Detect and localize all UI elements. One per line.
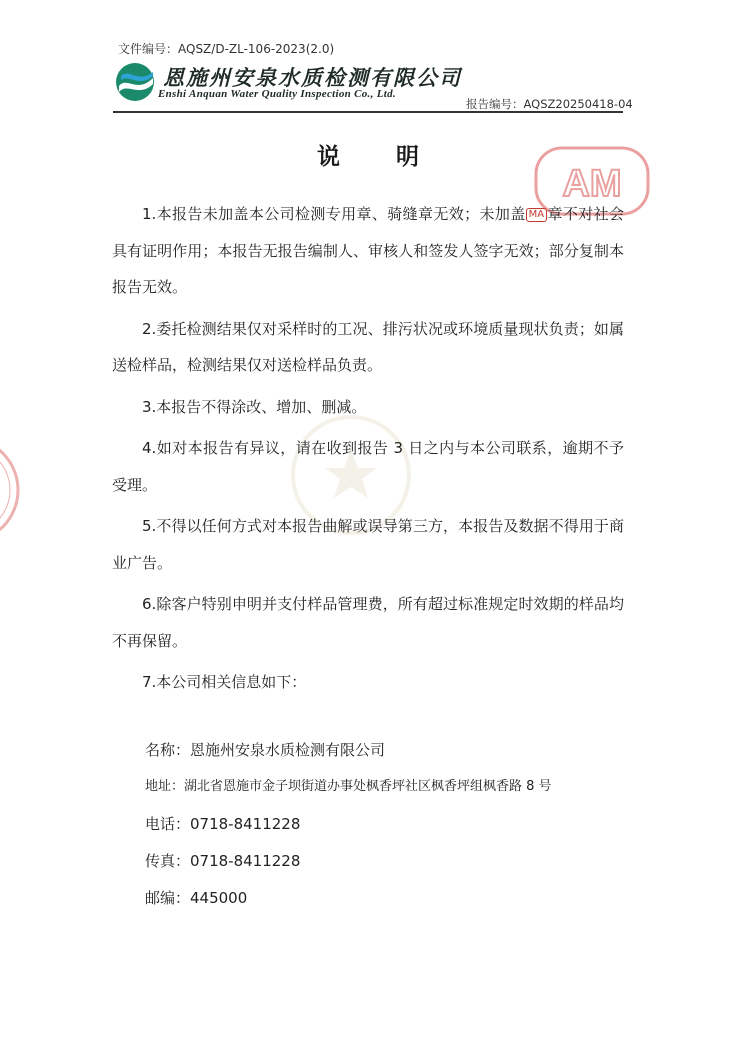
info-address: 地址：湖北省恩施市金子坝街道办事处枫香坪社区枫香坪组枫香路 8 号 (145, 779, 552, 794)
info-postcode: 邮编：445000 (145, 889, 248, 907)
company-name-cn: 恩施州安泉水质检测有限公司 (163, 66, 462, 90)
am-stamp-text: AM (562, 163, 622, 205)
page-title: 说 明 (316, 144, 443, 170)
notes-body (112, 196, 624, 706)
note-7: 7.本公司相关信息如下： (142, 673, 307, 691)
note-2: 2.委托检测结果仅对采样时的工况、排污状况或环境质量现状负责；如属送检样品，检测结果仅对送检样品负责。 (112, 319, 624, 374)
note-1 (112, 196, 624, 306)
company-logo-icon (113, 60, 161, 104)
note-3: 3.本报告不得涂改、增加、删减。 (142, 397, 367, 416)
company-name-en: Enshi Anquan Water Quality Inspection Co., Ltd. (158, 88, 396, 100)
note-1-text-b: 章不对社会具有证明作用；本报告无报告编制人、审核人和签发人签字无效；部分复制本报告无效。 (112, 205, 624, 296)
note-4: 4.如对本报告有异议，请在收到报告 3 日之内与本公司联系，逾期不予受理。 (112, 439, 624, 494)
info-name: 名称：恩施州安泉水质检测有限公司 (145, 741, 386, 759)
header-divider (113, 111, 623, 113)
ma-mark-icon: MA (526, 208, 547, 222)
company-info (145, 736, 552, 921)
info-phone: 电话：0718-8411228 (145, 815, 301, 833)
note-5: 5.不得以任何方式对本报告曲解或误导第三方，本报告及数据不得用于商业广告。 (112, 517, 624, 572)
info-fax: 传真：0718-8411228 (145, 852, 301, 870)
note-6: 6.除客户特别申明并支付样品管理费，所有超过标准规定时效期的样品均不再保留。 (112, 595, 624, 650)
note-1-text-a: 1.本报告未加盖本公司检测专用章、骑缝章无效；未加盖 (142, 205, 526, 223)
seam-seal-icon (0, 430, 22, 550)
file-number: 文件编号：AQSZ/D-ZL-106-2023(2.0) (118, 42, 335, 56)
report-number: 报告编号：AQSZ20250418-04 (466, 97, 633, 111)
